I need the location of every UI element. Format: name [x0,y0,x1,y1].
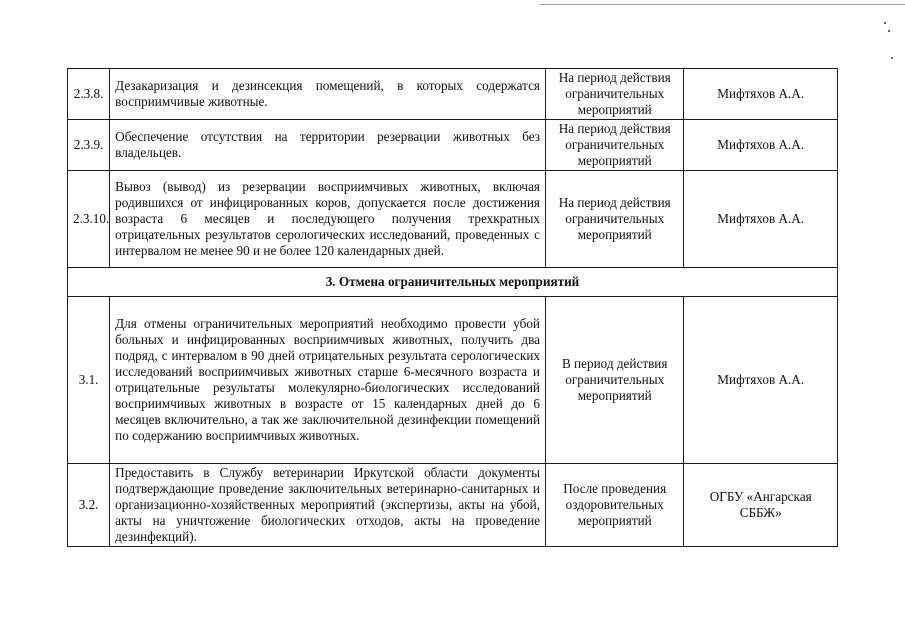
item-number: 3.1. [68,297,110,464]
scan-speck [891,57,893,59]
period-text: На период действия ограничительных мероприятий [546,69,684,120]
period-text: На период действия ограничительных мероприятий [546,171,684,268]
period-text: В период действия ограничительных мероприятий [546,297,684,464]
responsible-text: Мифтяхов А.А. [684,297,838,464]
table-row [68,120,838,171]
table-row [68,69,838,120]
measure-text: Для отмены ограничительных мероприятий необходимо провести убой больных и инфицированных восприимчивых животных, получить два подряд, с интервалом в 90 дней отрицательных результата серологических исследований восприимчивых животных старше 6-месячного возраста и отрицательные результаты молекулярно-биологических исследований восприимчивых животных в возрасте от 15 календарных дней до 6 месяцев включительно, а так же заключительной дезинфекции помещений по содержанию восприимчивых животных. [110,297,546,464]
responsible-text: Мифтяхов А.А. [684,120,838,171]
section-title: 3. Отмена ограничительных мероприятий [68,268,838,297]
responsible-text: Мифтяхов А.А. [684,171,838,268]
item-number: 3.2. [68,464,110,547]
table-row [68,464,838,547]
item-number: 2.3.8. [68,69,110,120]
scan-speck [884,22,886,24]
item-number: 2.3.9. [68,120,110,171]
measure-text: Вывоз (вывод) из резервации восприимчивых животных, включая родившихся от инфицированных коров, допускается после достижения возраста 6 месяцев и последующего получения трехкратных отрицательных результатов серологических исследований, проведенных с интервалом не менее 90 и не более 120 календарных дней. [110,171,546,268]
measures-table [67,68,838,547]
responsible-text: ОГБУ «Ангарская СББЖ» [684,464,838,547]
item-number: 2.3.10. [68,171,110,268]
scan-speck [888,30,890,32]
scan-edge-line [540,4,905,5]
section-header-row [68,268,838,297]
table-row [68,297,838,464]
period-text: После проведения оздоровительных мероприятий [546,464,684,547]
measure-text: Дезакаризация и дезинсекция помещений, в которых содержатся восприимчивые животные. [110,69,546,120]
responsible-text: Мифтяхов А.А. [684,69,838,120]
table-row [68,171,838,268]
measure-text: Предоставить в Службу ветеринарии Иркутской области документы подтверждающие проведение заключительных ветеринарно-санитарных и организационно-хозяйственных мероприятий (экспертизы, акты на убой, акты на уничтожение биологических отходов, акты на проведение дезинфекций). [110,464,546,547]
period-text: На период действия ограничительных мероприятий [546,120,684,171]
measure-text: Обеспечение отсутствия на территории резервации животных без владельцев. [110,120,546,171]
